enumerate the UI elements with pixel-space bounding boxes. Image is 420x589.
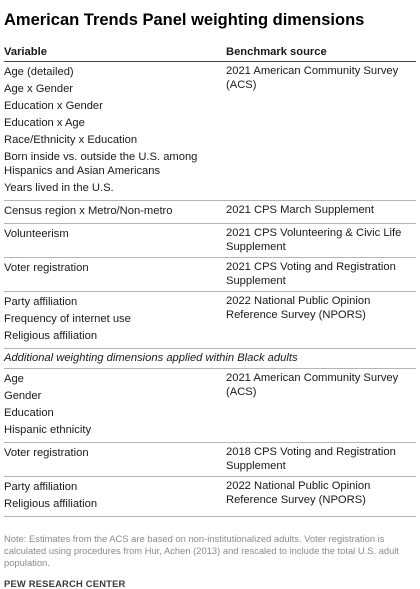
- benchmark-source-cell: 2021 CPS Volunteering & Civic Life Supplement: [222, 224, 416, 258]
- black-adult-dimensions: [4, 369, 416, 517]
- subheading-section: [4, 349, 416, 369]
- table-row: [4, 443, 416, 477]
- variable-item: Race/Ethnicity x Education: [4, 134, 138, 146]
- variable-item: Years lived in the U.S.: [4, 182, 114, 194]
- variable-cell: [4, 443, 222, 477]
- subheading-row: [4, 349, 416, 369]
- variable-item: Party affiliation: [4, 296, 78, 308]
- table-row: [4, 369, 416, 443]
- variable-item: Born inside vs. outside the U.S. among Hispanics and Asian Americans: [4, 151, 198, 177]
- variable-item: Frequency of internet use: [4, 313, 131, 325]
- variable-cell: [4, 258, 222, 292]
- variable-item: Religious affiliation: [4, 330, 98, 342]
- table-row: [4, 62, 416, 201]
- variable-item: Hispanic ethnicity: [4, 424, 92, 436]
- variable-item: Age x Gender: [4, 83, 74, 95]
- benchmark-source-cell: 2021 CPS Voting and Registration Supplement: [222, 258, 416, 292]
- footnote: Note: Estimates from the ACS are based on non-institutionalized adults. Voter registration is calculated using procedures from Hur, Achen (2013) and rescaled to include the total U.S. adult population.: [4, 533, 400, 568]
- table-row: [4, 292, 416, 349]
- subheading: Additional weighting dimensions applied within Black adults: [4, 349, 416, 369]
- variable-item: Voter registration: [4, 262, 89, 274]
- column-header-variable: Variable: [4, 38, 222, 62]
- variable-item: Age (detailed): [4, 66, 74, 78]
- table-row: [4, 201, 416, 224]
- benchmark-source-cell: 2021 American Community Survey (ACS): [222, 369, 416, 443]
- variable-cell: [4, 477, 222, 517]
- variable-cell: [4, 224, 222, 258]
- table-row: [4, 224, 416, 258]
- source-credit: PEW RESEARCH CENTER: [4, 578, 126, 589]
- page-title: American Trends Panel weighting dimensions: [4, 11, 365, 29]
- variable-cell: [4, 201, 222, 224]
- table-row: [4, 258, 416, 292]
- variable-item: Volunteerism: [4, 228, 69, 240]
- column-header-source: Benchmark source: [222, 38, 416, 62]
- benchmark-source-cell: 2022 National Public Opinion Reference Survey (NPORS): [222, 292, 416, 349]
- variable-item: Education: [4, 407, 54, 419]
- variable-item: Gender: [4, 390, 42, 402]
- benchmark-source-cell: 2018 CPS Voting and Registration Supplement: [222, 443, 416, 477]
- variable-item: Education x Age: [4, 117, 85, 129]
- variable-item: Religious affiliation: [4, 498, 98, 510]
- variable-item: Education x Gender: [4, 100, 103, 112]
- table-row: [4, 477, 416, 517]
- main-dimensions: [4, 62, 416, 349]
- table-header-row: [4, 38, 416, 62]
- variable-item: Party affiliation: [4, 481, 78, 493]
- variable-cell: [4, 62, 222, 201]
- benchmark-source-cell: 2022 National Public Opinion Reference Survey (NPORS): [222, 477, 416, 517]
- variable-cell: [4, 369, 222, 443]
- variable-item: Census region x Metro/Non-metro: [4, 205, 173, 217]
- document: [4, 0, 416, 589]
- variable-item: Age: [4, 373, 24, 385]
- variable-item: Voter registration: [4, 447, 89, 459]
- variable-cell: [4, 292, 222, 349]
- weighting-table: [4, 38, 416, 517]
- benchmark-source-cell: 2021 American Community Survey (ACS): [222, 62, 416, 201]
- benchmark-source-cell: 2021 CPS March Supplement: [222, 201, 416, 224]
